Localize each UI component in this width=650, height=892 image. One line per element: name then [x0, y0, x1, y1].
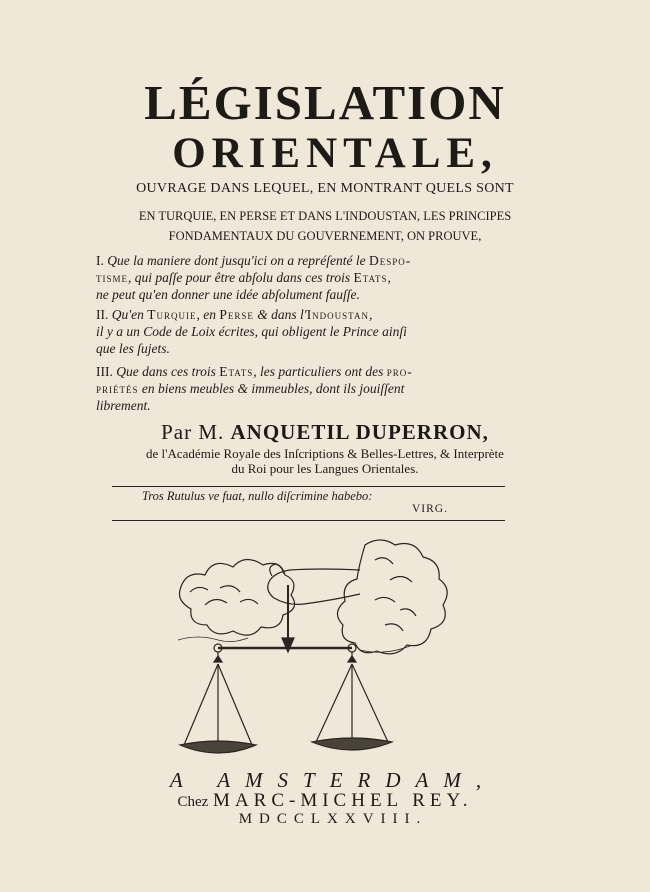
- proposition-text: que les ſujets.: [96, 341, 170, 356]
- title-line-1: LÉGISLATION: [144, 75, 506, 130]
- proposition-smallcaps: Etats: [353, 270, 388, 285]
- subtitle-line-3: FONDAMENTAUX DU GOUVERNEMENT, ON PROUVE,: [168, 229, 482, 243]
- subtitle-line-1: OUVRAGE DANS LEQUEL, EN MONTRANT QUELS SONT: [136, 181, 514, 196]
- author-affiliation-2: du Roi pour les Langues Orientales.: [231, 461, 419, 476]
- imprint-publisher-line: [0, 790, 650, 812]
- imprint-place: A AMSTERDAM,: [169, 768, 497, 792]
- scales-of-justice-vignette: [160, 530, 460, 765]
- imprint-publisher: MARC-MICHEL REY.: [213, 790, 473, 811]
- proposition-smallcaps: priétés: [96, 381, 139, 396]
- proposition-text: en biens meubles & immeubles, dont ils jouiſſent: [141, 381, 405, 396]
- title-line-2: ORIENTALE,: [172, 130, 498, 177]
- proposition-smallcaps: tisme: [96, 270, 128, 285]
- proposition-text: ,: [368, 307, 373, 322]
- subtitle-line-2: EN TURQUIE, EN PERSE ET DANS L'INDOUSTAN, LES PRINCIPES: [138, 209, 512, 223]
- proposition-2: [96, 306, 546, 357]
- proposition-number: III.: [96, 364, 113, 379]
- proposition-number: II.: [96, 307, 109, 322]
- proposition-text: ne peut qu'en donner une idée abſolument fauſſe.: [96, 287, 360, 302]
- proposition-text: Que dans ces trois: [116, 364, 216, 379]
- proposition-smallcaps: Etats: [219, 364, 254, 379]
- proposition-text: il y a un Code de Loix écrites, qui obligent le Prince ainſi: [96, 324, 407, 339]
- imprint-year: MDCCLXXVIII.: [238, 811, 428, 827]
- proposition-text: librement.: [96, 398, 151, 413]
- proposition-smallcaps: Indoustan: [306, 307, 369, 322]
- epigraph-attribution: VIRG.: [412, 503, 448, 515]
- proposition-text: ,: [387, 270, 391, 285]
- author-affiliation-1: de l'Académie Royale des Inſcriptions & Belles-Lettres, & Interprète: [146, 446, 504, 461]
- proposition-text: Que la maniere dont jusqu'ici on a repréſenté le: [107, 253, 366, 268]
- proposition-text: , qui paſſe pour être abſolu dans ces trois: [128, 270, 351, 285]
- divider-bottom: [112, 520, 505, 521]
- epigraph-quote: Tros Rutulus ve fuat, nullo diſcrimine habebo:: [142, 489, 373, 503]
- author-name: ANQUETIL DUPERRON,: [230, 420, 489, 444]
- proposition-smallcaps: pro-: [386, 364, 413, 379]
- proposition-3: [96, 363, 546, 414]
- imprint-chez: Chez: [177, 794, 209, 810]
- author-line: [0, 420, 650, 445]
- author-prefix: Par M.: [161, 420, 225, 444]
- proposition-smallcaps: Despo-: [368, 253, 412, 268]
- divider-top: [112, 486, 505, 487]
- proposition-text: , les particuliers ont des: [253, 364, 384, 379]
- proposition-text: & dans l': [257, 307, 307, 322]
- proposition-text: Qu'en: [111, 307, 144, 322]
- proposition-1: [96, 252, 546, 303]
- proposition-smallcaps: Perse: [219, 307, 254, 322]
- proposition-text: , en: [196, 307, 217, 322]
- proposition-number: I.: [96, 253, 104, 268]
- proposition-smallcaps: Turquie: [147, 307, 197, 322]
